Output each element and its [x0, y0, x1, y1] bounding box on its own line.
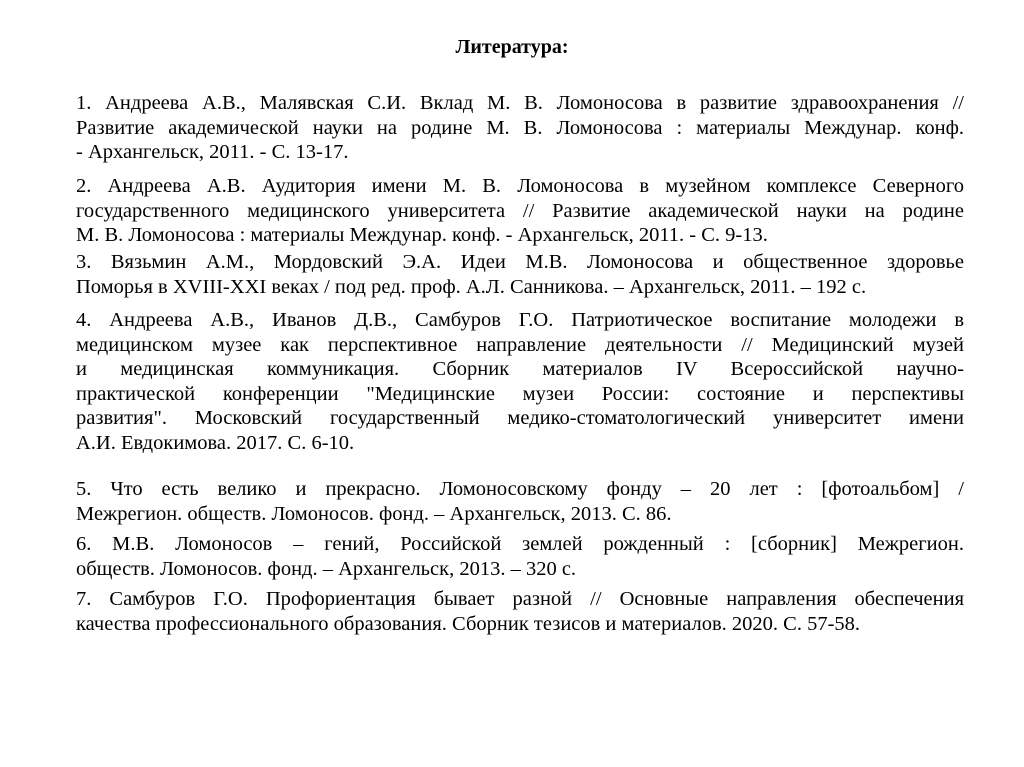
page-title: Литература: [455, 36, 569, 58]
reference-line: Развитие академической науки на родине М. В. Ломоносова : материалы Междунар. конф. [76, 116, 964, 139]
reference-line: государственного медицинского университета // Развитие академической науки на родине [76, 199, 964, 222]
reference-line: качества профессионального образования. Сборник тезисов и материалов. 2020. С. 57-58. [76, 612, 861, 635]
reference-line: 2. Андреева А.В. Аудитория имени М. В. Ломоносова в музейном комплексе Северного [76, 175, 964, 197]
reference-item [76, 308, 964, 456]
reference-item [76, 587, 964, 636]
reference-line: 1. Андреева А.В., Малявская С.И. Вклад М. В. Ломоносова в развитие здравоохранения // [76, 92, 964, 114]
reference-line: Межрегион. обществ. Ломоносов. фонд. – Архангельск, 2013. С. 86. [76, 502, 672, 525]
reference-line: 7. Самбуров Г.О. Профориентация бывает разной // Основные направления обеспечения [76, 588, 964, 610]
reference-item [76, 477, 964, 526]
reference-line: развития". Московский государственный медико-стоматологический университет имени [76, 407, 964, 430]
reference-line: М. В. Ломоносова : материалы Междунар. конф. - Архангельск, 2011. - С. 9-13. [76, 224, 768, 247]
reference-line: - Архангельск, 2011. - С. 13-17. [76, 141, 349, 164]
reference-line: практической конференции "Медицинские музеи России: состояние и перспективы [76, 382, 964, 405]
reference-item [76, 174, 964, 248]
reference-line: 5. Что есть велико и прекрасно. Ломоносовскому фонду – 20 лет : [фотоальбом] / [76, 478, 964, 500]
reference-line: и медицинская коммуникация. Сборник материалов IV Всероссийской научно- [76, 358, 964, 381]
reference-item [76, 532, 964, 581]
reference-item [76, 91, 964, 165]
reference-line: А.И. Евдокимова. 2017. С. 6-10. [76, 431, 355, 454]
reference-line: Поморья в XVIII-XXI веках / под ред. проф. А.Л. Санникова. – Архангельск, 2011. – 192 с. [76, 275, 867, 298]
reference-line: 3. Вязьмин А.М., Мордовский Э.А. Идеи М.В. Ломоносова и общественное здоровье [76, 251, 964, 273]
reference-line: обществ. Ломоносов. фонд. – Архангельск, 2013. – 320 с. [76, 557, 577, 580]
reference-line: медицинском музее как перспективное направление деятельности // Медицинский музей [76, 333, 964, 356]
reference-line: 6. М.В. Ломоносов – гений, Российской землей рожденный : [сборник] Межрегион. [76, 533, 964, 555]
reference-line: 4. Андреева А.В., Иванов Д.В., Самбуров Г.О. Патриотическое воспитание молодежи в [76, 309, 964, 331]
reference-item [76, 250, 964, 299]
